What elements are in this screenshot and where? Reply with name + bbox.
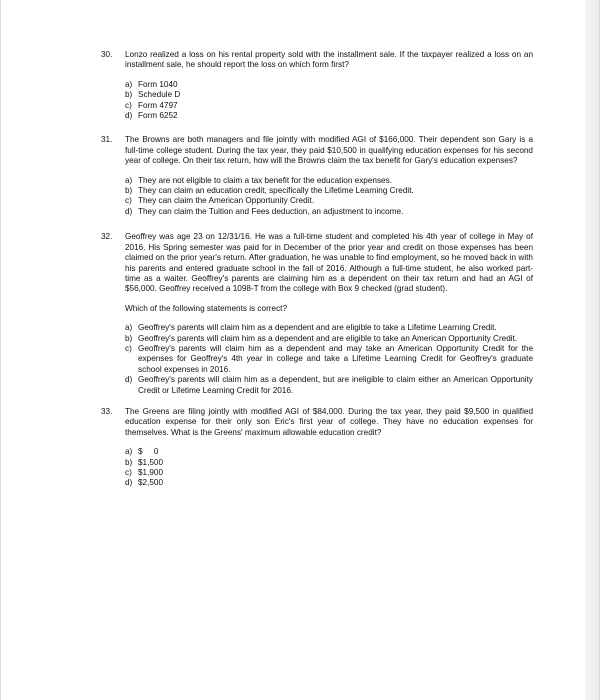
question-text: Lonzo realized a loss on his rental property sold with the installment sale. If the taxpayer realized a loss on an installment sale, he should report the loss on which form first? xyxy=(125,50,533,70)
question-number: 32. xyxy=(101,232,113,242)
option-text: Geoffrey's parents will claim him as a dependent and may take an American Opportunity Credit for the expenses for Geoffrey's 4th year in college and take a Lifetime Learning Credit for Geoffrey's graduate school expenses in 2016. xyxy=(138,343,533,374)
option-text: Geoffrey's parents will claim him as a dependent and are eligible to take a Lifetime Learning Credit. xyxy=(138,323,497,333)
question-body xyxy=(125,50,533,121)
question-31 xyxy=(101,135,533,217)
question-number: 30. xyxy=(101,50,113,59)
option-letter: d) xyxy=(125,206,133,216)
answer-option-a xyxy=(125,447,533,457)
question-30 xyxy=(101,50,533,121)
option-letter: b) xyxy=(125,457,133,467)
answer-option-b xyxy=(125,90,533,100)
answer-option-b xyxy=(125,186,533,196)
option-text: Form 4797 xyxy=(138,100,178,110)
option-letter: a) xyxy=(125,447,133,457)
option-text: Schedule D xyxy=(138,90,181,100)
page-edge-shadow xyxy=(585,0,599,700)
answer-option-b xyxy=(125,458,533,468)
question-body xyxy=(125,407,533,489)
option-letter: d) xyxy=(125,478,133,488)
option-letter: d) xyxy=(125,375,133,385)
answer-options xyxy=(125,80,533,122)
answer-option-c xyxy=(125,468,533,478)
option-text: They are not eligible to claim a tax benefit for the education expenses. xyxy=(138,175,392,185)
option-text: They can claim an education credit, specifically the Lifetime Learning Credit. xyxy=(138,186,414,196)
question-number: 33. xyxy=(101,406,113,416)
answer-option-c xyxy=(125,344,533,375)
option-letter: b) xyxy=(125,90,133,100)
answer-option-d xyxy=(125,478,533,488)
question-text: Geoffrey was age 23 on 12/31/16. He was a full-time student and completed his 4th year of college in May of 2016. His Spring semester was paid for in December of the prior year and credit on those expenses has been claimed on the prior year's return. After graduation, he was unable to find employment, so he moved back in with his parents and entered graduate school in the fall of 2016. Although a full-time student, he also worked part-time as a waiter. Geoffrey's parents are claiming him as a dependent on their tax return and had an AGI of $56,000. Geoffrey received a 1098-T from the college with Box 9 checked (grad student). xyxy=(125,232,533,294)
answer-option-d xyxy=(125,111,533,121)
answer-options xyxy=(125,323,533,396)
answer-option-c xyxy=(125,101,533,111)
question-list xyxy=(101,50,533,489)
option-text: Geoffrey's parents will claim him as a dependent, but are ineligible to claim either an American Opportunity Credit or Lifetime Learning Credit for 2016. xyxy=(138,375,533,395)
option-text: Form 6252 xyxy=(138,111,178,121)
question-number: 31. xyxy=(101,135,113,145)
option-text: They can claim the American Opportunity Credit. xyxy=(138,196,315,206)
question-33 xyxy=(101,407,533,489)
option-letter: d) xyxy=(125,111,133,121)
option-text: Form 1040 xyxy=(138,79,178,89)
answer-options xyxy=(125,176,533,218)
answer-option-d xyxy=(125,207,533,217)
answer-option-d xyxy=(125,375,533,396)
option-letter: c) xyxy=(125,100,132,110)
option-text: $ 0 xyxy=(138,447,159,457)
question-text: The Greens are filing jointly with modified AGI of $84,000. During the tax year, they paid $9,500 in qualified education expense for their only son Eric's first year of college. They have no education expenses for themselves. What is the Greens' maximum allowable education credit? xyxy=(125,406,533,437)
option-letter: b) xyxy=(125,333,133,343)
answer-option-a xyxy=(125,323,533,333)
option-text: $2,500 xyxy=(138,478,164,488)
answer-option-c xyxy=(125,196,533,206)
answer-option-a xyxy=(125,176,533,186)
option-letter: a) xyxy=(125,79,133,89)
question-body xyxy=(125,232,533,396)
question-text: The Browns are both managers and file jointly with modified AGI of $166,000. Their dependent son Gary is a full-time college student. During the tax year, they paid $10,500 in qualifying education expenses for his second year of college. On their tax return, how will the Browns claim the tax benefit for Gary's education expenses? xyxy=(125,135,533,166)
option-letter: c) xyxy=(125,343,132,353)
option-text: They can claim the Tuition and Fees deduction, an adjustment to income. xyxy=(138,206,404,216)
option-letter: a) xyxy=(125,323,133,333)
answer-option-b xyxy=(125,334,533,344)
option-text: Geoffrey's parents will claim him as a dependent and are eligible to take an American Opportunity Credit. xyxy=(138,333,518,343)
answer-options xyxy=(125,447,533,489)
question-32 xyxy=(101,232,533,396)
option-letter: b) xyxy=(125,186,133,196)
question-body xyxy=(125,135,533,217)
option-letter: c) xyxy=(125,196,132,206)
option-text: $1,500 xyxy=(138,457,164,467)
option-letter: c) xyxy=(125,468,132,477)
option-text: $1,900 xyxy=(138,468,164,477)
answer-option-a xyxy=(125,80,533,90)
option-letter: a) xyxy=(125,175,133,185)
question-prompt: Which of the following statements is correct? xyxy=(125,303,287,313)
